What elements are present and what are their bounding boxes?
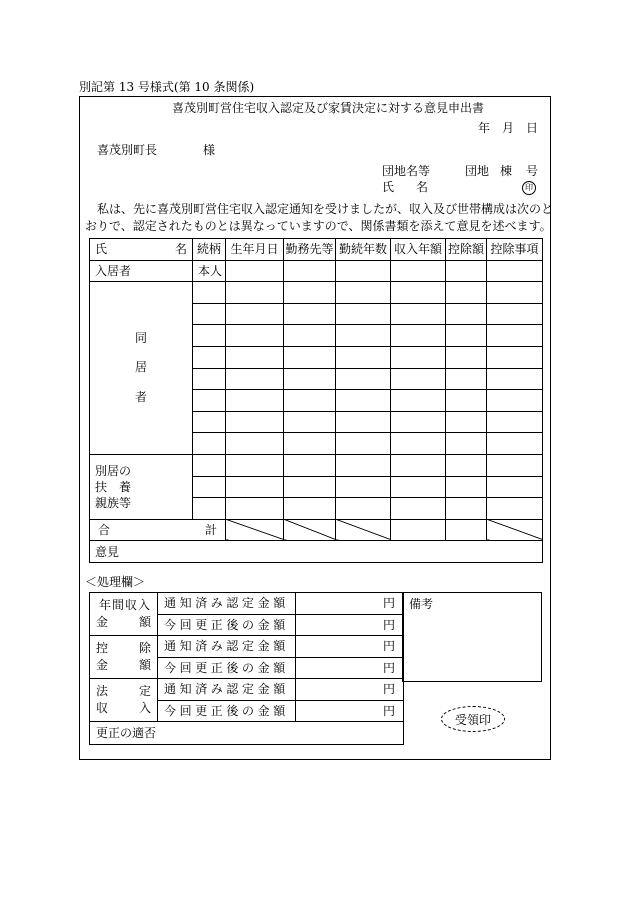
cell[interactable] [446, 454, 487, 476]
deduction-revised-amount[interactable]: 円 [296, 657, 404, 679]
cell[interactable] [446, 433, 487, 455]
cell[interactable] [284, 411, 336, 433]
household-table [89, 238, 543, 563]
cell[interactable] [226, 498, 284, 520]
income-revised-label: 今回更正後の金額 [158, 614, 296, 636]
statement-line-2: おりで、認定されたものとは異なっていますので、関係書類を添えて意見を述べます。 [85, 219, 552, 233]
header-relation: 続柄 [193, 239, 226, 261]
cell[interactable] [391, 325, 446, 347]
table-row [90, 679, 404, 701]
separate-family-label: 別居の 扶 養 親族等 [90, 454, 193, 519]
total-items-crossed [487, 519, 543, 541]
statutory-notified-label: 通知済み認定金額 [158, 679, 296, 701]
cell[interactable] [391, 303, 446, 325]
header-deduction-items: 控除事項 [487, 239, 543, 261]
cell[interactable] [391, 390, 446, 412]
cell[interactable] [284, 476, 336, 498]
statement-line-1: 私は、先に喜茂別町営住宅収入認定通知を受けましたが、収入及び世帯構成は次のと [97, 202, 554, 216]
cell[interactable] [391, 346, 446, 368]
cell[interactable] [487, 454, 543, 476]
annual-income-label: 年間収入 金 額 [90, 593, 158, 636]
cell[interactable] [336, 498, 391, 520]
number-unit: 号 [526, 164, 539, 178]
cell[interactable] [487, 325, 543, 347]
cell[interactable] [336, 454, 391, 476]
cell[interactable] [446, 303, 487, 325]
income-notified-amount[interactable]: 円 [296, 593, 404, 615]
deduction-notified-label: 通知済み認定金額 [158, 636, 296, 658]
opinion-label: 意見 [90, 541, 543, 563]
cell[interactable] [336, 303, 391, 325]
validity-label: 更正の適否 [90, 722, 404, 745]
cell[interactable] [391, 476, 446, 498]
table-row [90, 636, 404, 658]
deduction-revised-label: 今回更正後の金額 [158, 657, 296, 679]
cell[interactable] [391, 282, 446, 304]
cell[interactable] [446, 411, 487, 433]
cell[interactable] [226, 411, 284, 433]
cell[interactable] [193, 368, 226, 390]
cell[interactable] [487, 368, 543, 390]
cell[interactable] [336, 325, 391, 347]
header-years-employed: 勤続年数 [336, 239, 391, 261]
cell[interactable] [284, 303, 336, 325]
cell[interactable] [284, 325, 336, 347]
cell[interactable] [284, 390, 336, 412]
cell[interactable] [487, 476, 543, 498]
cell[interactable] [193, 282, 226, 304]
cell[interactable] [226, 433, 284, 455]
cell[interactable] [487, 346, 543, 368]
cell[interactable] [193, 433, 226, 455]
table-header-row [90, 239, 543, 261]
cell[interactable] [446, 498, 487, 520]
cell[interactable] [336, 260, 391, 282]
cell[interactable] [446, 282, 487, 304]
seal-icon: 印 [522, 181, 536, 195]
cell[interactable] [226, 303, 284, 325]
cell[interactable] [226, 390, 284, 412]
cell[interactable] [193, 390, 226, 412]
danchi-label: 団地名等 [382, 164, 431, 178]
date-year: 年 [478, 121, 491, 135]
building-unit: 棟 [500, 164, 513, 178]
cell[interactable] [336, 433, 391, 455]
tenant-relation: 本人 [193, 260, 226, 282]
cell[interactable] [226, 325, 284, 347]
cell[interactable] [487, 390, 543, 412]
cell[interactable] [193, 411, 226, 433]
table-row-total [90, 519, 543, 541]
header-birthdate: 生年月日 [226, 239, 284, 261]
statutory-revised-label: 今回更正後の金額 [158, 700, 296, 722]
cell[interactable] [391, 454, 446, 476]
danchi-unit: 団地 [465, 164, 490, 178]
cell[interactable] [284, 433, 336, 455]
total-deduction-cell[interactable] [446, 519, 487, 541]
processing-heading: ＜処理欄＞ [85, 575, 146, 589]
cell[interactable] [446, 390, 487, 412]
cell[interactable] [487, 433, 543, 455]
cell[interactable] [391, 433, 446, 455]
header-workplace: 勤務先等 [284, 239, 336, 261]
statutory-notified-amount[interactable]: 円 [296, 679, 404, 701]
form-reference: 別記第 13 号様式(第 10 条関係) [79, 80, 255, 94]
cell[interactable] [226, 260, 284, 282]
total-label: 合 計 [90, 519, 226, 541]
header-name: 氏 名 [90, 239, 193, 261]
form-title: 喜茂別町営住宅収入認定及び家賃決定に対する意見申出書 [172, 101, 485, 115]
cohabitant-label: 同 居 者 [90, 282, 193, 455]
cell[interactable] [487, 411, 543, 433]
cell[interactable] [391, 368, 446, 390]
cell[interactable] [193, 346, 226, 368]
cell[interactable] [487, 282, 543, 304]
date-day: 日 [526, 121, 539, 135]
name-label-1: 氏 [382, 180, 395, 194]
cell[interactable] [336, 411, 391, 433]
statutory-income-label: 法 定 収 入 [90, 679, 158, 722]
date-month: 月 [502, 121, 515, 135]
cell[interactable] [284, 260, 336, 282]
tenant-label: 入居者 [90, 260, 193, 282]
income-notified-label: 通知済み認定金額 [158, 593, 296, 615]
remarks-box[interactable] [402, 592, 542, 682]
cell[interactable] [487, 260, 543, 282]
deduction-notified-amount[interactable]: 円 [296, 636, 404, 658]
addressee-name: 喜茂別町長 [97, 143, 158, 157]
total-birthdate-crossed [226, 519, 284, 541]
cell[interactable] [336, 476, 391, 498]
cell[interactable] [446, 368, 487, 390]
table-row-tenant [90, 260, 543, 282]
cell[interactable] [391, 498, 446, 520]
cell[interactable] [284, 498, 336, 520]
cell[interactable] [193, 454, 226, 476]
cell[interactable] [226, 346, 284, 368]
cell[interactable] [193, 476, 226, 498]
table-row [90, 454, 543, 476]
cell[interactable] [226, 368, 284, 390]
total-workplace-crossed [284, 519, 336, 541]
cell[interactable] [193, 325, 226, 347]
cell[interactable] [226, 454, 284, 476]
cell[interactable] [336, 368, 391, 390]
cell[interactable] [446, 260, 487, 282]
cell[interactable] [193, 303, 226, 325]
cell[interactable] [284, 282, 336, 304]
cell[interactable] [391, 260, 446, 282]
table-row [90, 282, 543, 304]
total-income-cell[interactable] [391, 519, 446, 541]
statutory-revised-amount[interactable]: 円 [296, 700, 404, 722]
processing-table [89, 592, 404, 745]
seal-mark [522, 180, 536, 195]
cell[interactable] [284, 368, 336, 390]
cell[interactable] [446, 346, 487, 368]
cell[interactable] [336, 390, 391, 412]
cell[interactable] [336, 282, 391, 304]
header-annual-income: 収入年額 [391, 239, 446, 261]
deduction-label: 控 除 金 額 [90, 636, 158, 679]
name-label-2: 名 [416, 180, 429, 194]
table-row [90, 722, 404, 745]
cell[interactable] [336, 346, 391, 368]
header-deduction: 控除額 [446, 239, 487, 261]
cell[interactable] [487, 498, 543, 520]
table-row-opinion [90, 541, 543, 563]
receipt-stamp: 受領印 [441, 706, 505, 732]
cell[interactable] [284, 346, 336, 368]
cell[interactable] [446, 325, 487, 347]
cell[interactable] [226, 282, 284, 304]
cell[interactable] [193, 498, 226, 520]
cell[interactable] [226, 476, 284, 498]
remarks-label: 備考 [409, 597, 434, 611]
addressee-honorific: 様 [203, 143, 216, 157]
cell[interactable] [391, 411, 446, 433]
table-row [90, 593, 404, 615]
cell[interactable] [284, 454, 336, 476]
cell[interactable] [487, 303, 543, 325]
total-years-crossed [336, 519, 391, 541]
income-revised-amount[interactable]: 円 [296, 614, 404, 636]
cell[interactable] [446, 476, 487, 498]
